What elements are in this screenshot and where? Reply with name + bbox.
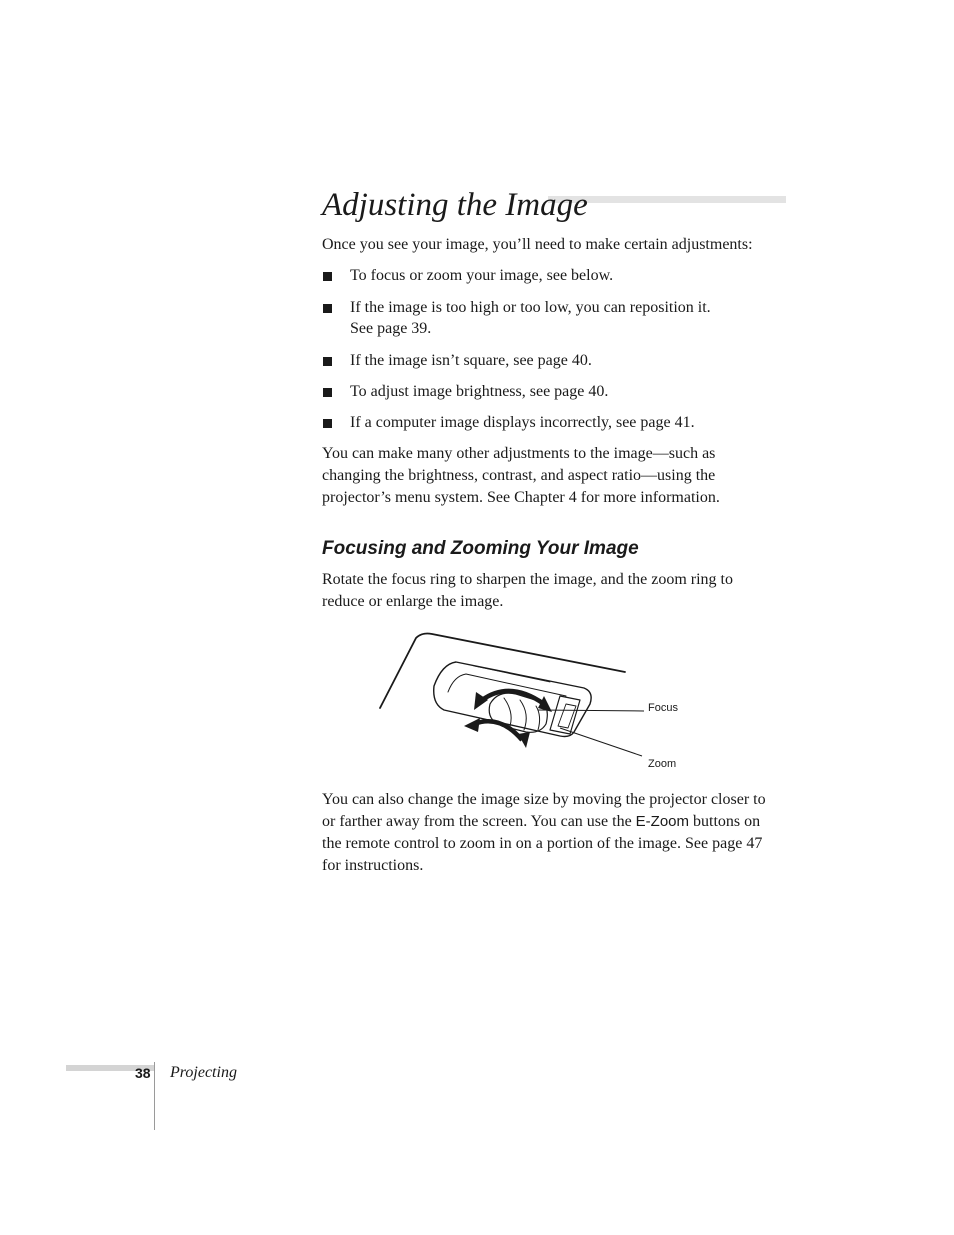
paragraph-line: or farther away from the screen. You can use the [322,813,636,830]
bullet-square-icon [323,419,332,428]
focus-arrowhead-icon [474,692,488,710]
e-zoom-button-name: E-Zoom [635,813,690,830]
paragraph-line: You can make many other adjustments to the image—such as [322,445,716,462]
page-number: 38 [135,1065,151,1081]
bullet-square-icon [323,304,332,313]
lens-panel-rim [474,666,550,682]
zoom-callout-label: Zoom [648,758,677,770]
focus-callout-label: Focus [648,702,678,714]
footer-divider [154,1062,155,1130]
paragraph-line: buttons on [689,813,761,830]
lens-ring-ridge [504,698,511,726]
zoom-rotation-arrow [474,721,522,740]
section-heading: Focusing and Zooming Your Image [322,538,639,559]
paragraph-line: changing the brightness, contrast, and aspect ratio—using the [322,467,716,484]
page-title: Adjusting the Image [322,187,588,223]
bullet-square-icon [323,357,332,366]
paragraph-line: projector’s menu system. See Chapter 4 for more information. [322,489,720,506]
bullet-square-icon [323,272,332,281]
running-footer-section: Projecting [170,1064,237,1081]
list-item-text: To focus or zoom your image, see below. [350,267,614,284]
zoom-arrowhead-icon [464,718,480,732]
intro-paragraph: Once you see your image, you’ll need to make certain adjustments: [322,236,753,253]
list-item-text: To adjust image brightness, see page 40. [350,383,609,400]
list-item-text-continued: See page 39. [350,320,432,337]
list-item-text: If the image isn’t square, see page 40. [350,352,592,369]
focus-leader-line [538,710,644,711]
lens-ring-ridge [520,700,526,730]
focus-zoom-paragraph [322,569,788,613]
paragraph-line: You can also change the image size by moving the projector closer to [322,791,766,808]
closing-paragraph [322,789,788,877]
paragraph-line: Rotate the focus ring to sharpen the image, and the zoom ring to [322,571,733,588]
paragraph-line: for instructions. [322,857,424,874]
bullet-square-icon [323,388,332,397]
paragraph-line: reduce or enlarge the image. [322,593,504,610]
paragraph-line: the remote control to zoom in on a portion of the image. See page 47 [322,835,763,852]
adjustments-paragraph [322,443,788,509]
list-item-text: If the image is too high or too low, you can reposition it. [350,299,711,316]
zoom-leader-line [560,728,642,756]
list-item-text: If a computer image displays incorrectly, see page 41. [350,414,695,431]
lens-panel [434,662,591,737]
